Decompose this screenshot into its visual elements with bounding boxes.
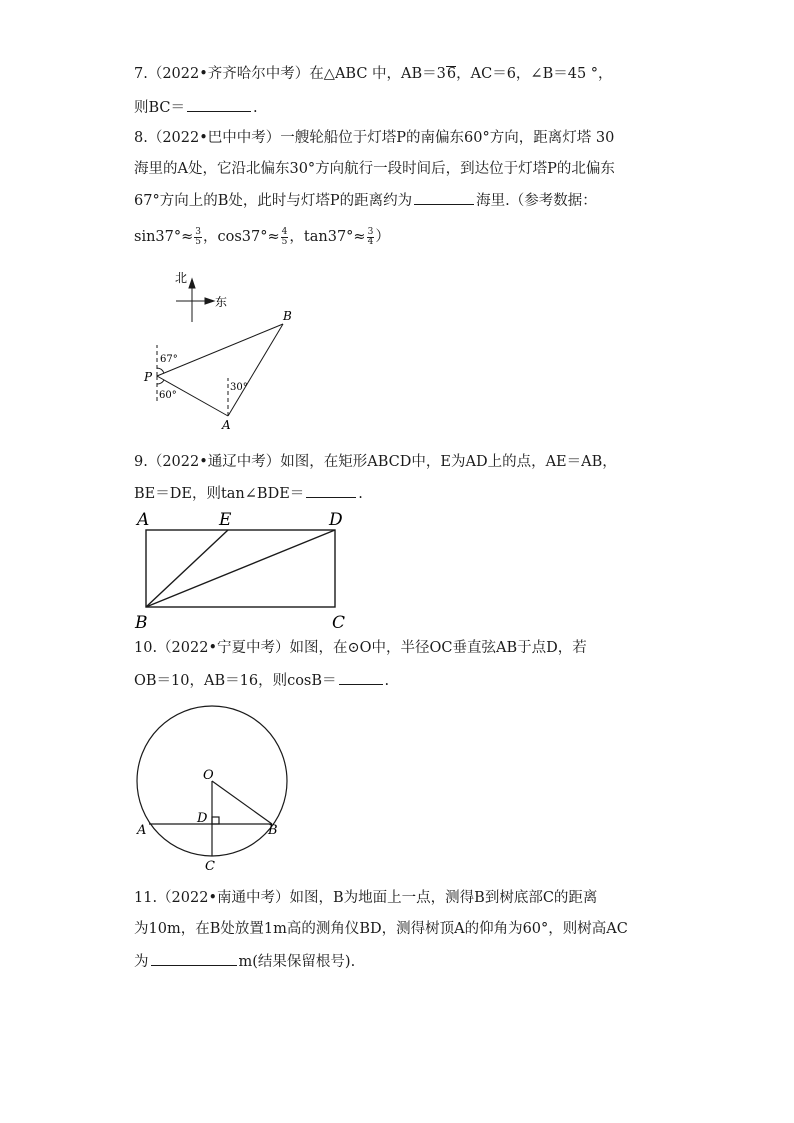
q11-line-3 (134, 951, 355, 972)
q10-line-1: 10.（2022•宁夏中考）如图，在⊙O中，半径OC垂直弦AB于点D，若 (134, 640, 587, 656)
sin-label: sin37°≈ (134, 229, 194, 245)
q9-line2-prefix: BE＝DE，则tan∠BDE＝ (134, 486, 305, 502)
label-A: A (137, 823, 147, 838)
q8-line-2: 海里的A处，它沿北偏东30°方向航行一段时间后，到达位于灯塔P的北偏东 (134, 161, 615, 177)
sqrt-radicand: 6 (446, 66, 457, 82)
q8-line3-prefix: 67°方向上的B处，此时与灯塔P的距离约为 (134, 193, 413, 209)
tan-label: ，tan37°≈ (289, 229, 366, 245)
q7-text-prefix: 7.（2022•齐齐哈尔中考）在△ABC 中，AB＝3 (134, 66, 446, 82)
label-E: E (219, 510, 232, 530)
cos-denominator: 5 (281, 236, 288, 247)
label-B: B (283, 309, 292, 323)
angle-label-67: 67° (160, 354, 178, 365)
right-angle-mark (212, 817, 219, 824)
q7-line2-suffix: . (253, 100, 258, 116)
q9-line2-suffix: . (358, 486, 363, 502)
label-B: B (268, 823, 278, 838)
label-C: C (332, 613, 346, 633)
label-north: 北 (174, 271, 187, 285)
label-B: B (135, 613, 148, 633)
q9-line-1: 9.（2022•通辽中考）如图，在矩形ABCD中，E为AD上的点，AE＝AB， (134, 454, 617, 470)
cos-label: ，cos37°≈ (203, 229, 280, 245)
q11-line3-suffix: m(结果保留根号). (238, 954, 356, 970)
label-C: C (205, 859, 215, 874)
angle-label-30: 30° (230, 382, 248, 393)
radius-OB (212, 781, 272, 824)
q7-line2-prefix: 则BC＝ (134, 100, 186, 116)
sin-denominator: 5 (195, 236, 202, 247)
label-A: A (137, 510, 150, 530)
sin-numerator: 3 (195, 226, 202, 237)
label-D: D (197, 811, 208, 826)
tan-numerator: 3 (367, 226, 374, 237)
ref-close: ） (375, 229, 390, 245)
q10-line2-prefix: OB＝10，AB＝16，则cosB＝ (134, 673, 337, 689)
label-east: 东 (215, 295, 228, 309)
q8-line-1: 8.（2022•巴中中考）一艘轮船位于灯塔P的南偏东60°方向，距离灯塔 30 (134, 130, 615, 146)
q11-line-1: 11.（2022•南通中考）如图，B为地面上一点，测得B到树底部C的距离 (134, 890, 598, 906)
label-A: A (222, 418, 231, 432)
label-D: D (329, 510, 343, 530)
label-P: P (144, 370, 153, 384)
q10-line2-suffix: . (384, 673, 390, 689)
q11-line-2: 为10m，在B处放置1m高的测角仪BD，测得树顶A的仰角为60°，则树高AC (134, 921, 628, 937)
q8-line3-suffix: 海里.（参考数据： (476, 193, 597, 209)
q7-text-suffix: ，AC＝6，∠B＝45 °， (456, 66, 613, 82)
tan-denominator: 4 (367, 236, 374, 247)
cos-numerator: 4 (281, 226, 288, 237)
angle-label-60: 60° (159, 390, 177, 401)
q11-line3-prefix: 为 (134, 954, 149, 970)
label-O: O (203, 768, 214, 783)
q11-answer-blank[interactable] (151, 951, 237, 966)
